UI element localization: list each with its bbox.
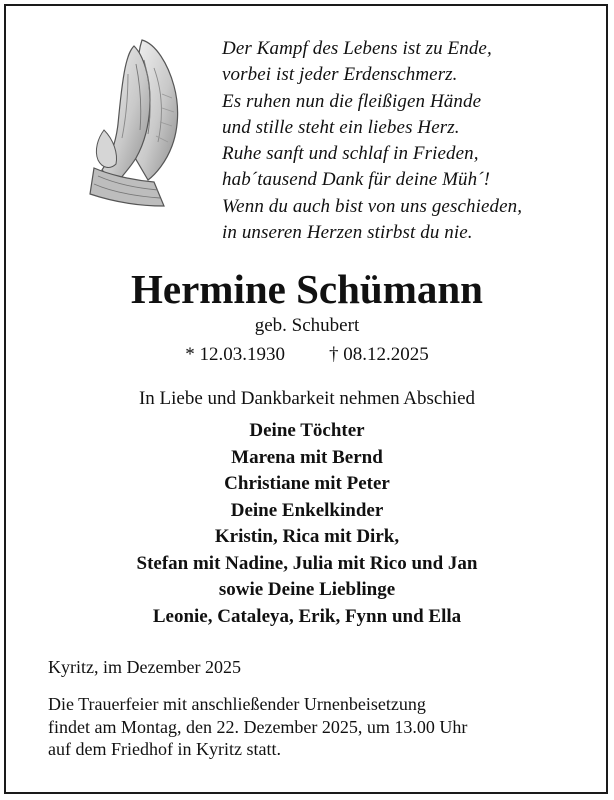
poem-line: Wenn du auch bist von uns geschieden, xyxy=(222,195,523,217)
birth-date: * 12.03.1930 xyxy=(185,344,285,365)
ceremony-line: findet am Montag, den 22. Dezember 2025, um 13.00 Uhr xyxy=(48,716,468,737)
mourner-line: Leonie, Cataleya, Erik, Fynn und Ella xyxy=(152,605,462,627)
poem-line: in unseren Herzen stirbst du nie. xyxy=(222,222,473,244)
life-dates xyxy=(0,342,614,368)
mourner-line: sowie Deine Lieblinge xyxy=(218,579,396,600)
deceased-name: Hermine Schümann xyxy=(131,266,483,312)
poem-line: Es ruhen nun die fleißigen Hände xyxy=(222,90,482,112)
praying-hands-icon xyxy=(64,34,204,209)
place-date: Kyritz, im Dezember 2025 xyxy=(48,657,241,677)
poem-line: Ruhe sanft und schlaf in Frieden, xyxy=(222,143,479,165)
mourner-line: Marena mit Bernd xyxy=(231,446,383,468)
death-date: † 08.12.2025 xyxy=(329,344,429,365)
maiden-name: geb. Schubert xyxy=(254,315,360,336)
poem-line: Der Kampf des Lebens ist zu Ende, xyxy=(222,38,492,59)
ceremony-line: auf dem Friedhof in Kyritz statt. xyxy=(48,739,281,759)
mourner-line: Deine Töchter xyxy=(249,420,365,441)
poem-line: vorbei ist jeder Erdenschmerz. xyxy=(222,64,458,86)
mourner-line: Christiane mit Peter xyxy=(224,473,390,494)
poem xyxy=(222,36,602,246)
poem-line: und stille steht ein liebes Herz. xyxy=(222,116,460,138)
mourner-line: Deine Enkelkinder xyxy=(230,499,384,521)
ceremony-info xyxy=(48,693,467,761)
ceremony-line: Die Trauerfeier mit anschließender Urnenbeisetzung xyxy=(48,694,426,714)
mourner-line: Stefan mit Nadine, Julia mit Rico und Jan xyxy=(136,552,478,574)
poem-line: hab´tausend Dank für deine Müh´! xyxy=(222,169,491,191)
mourners-list xyxy=(0,418,614,630)
mourner-line: Kristin, Rica mit Dirk, xyxy=(214,526,400,547)
farewell-text: In Liebe und Dankbarkeit nehmen Abschied xyxy=(138,388,476,409)
